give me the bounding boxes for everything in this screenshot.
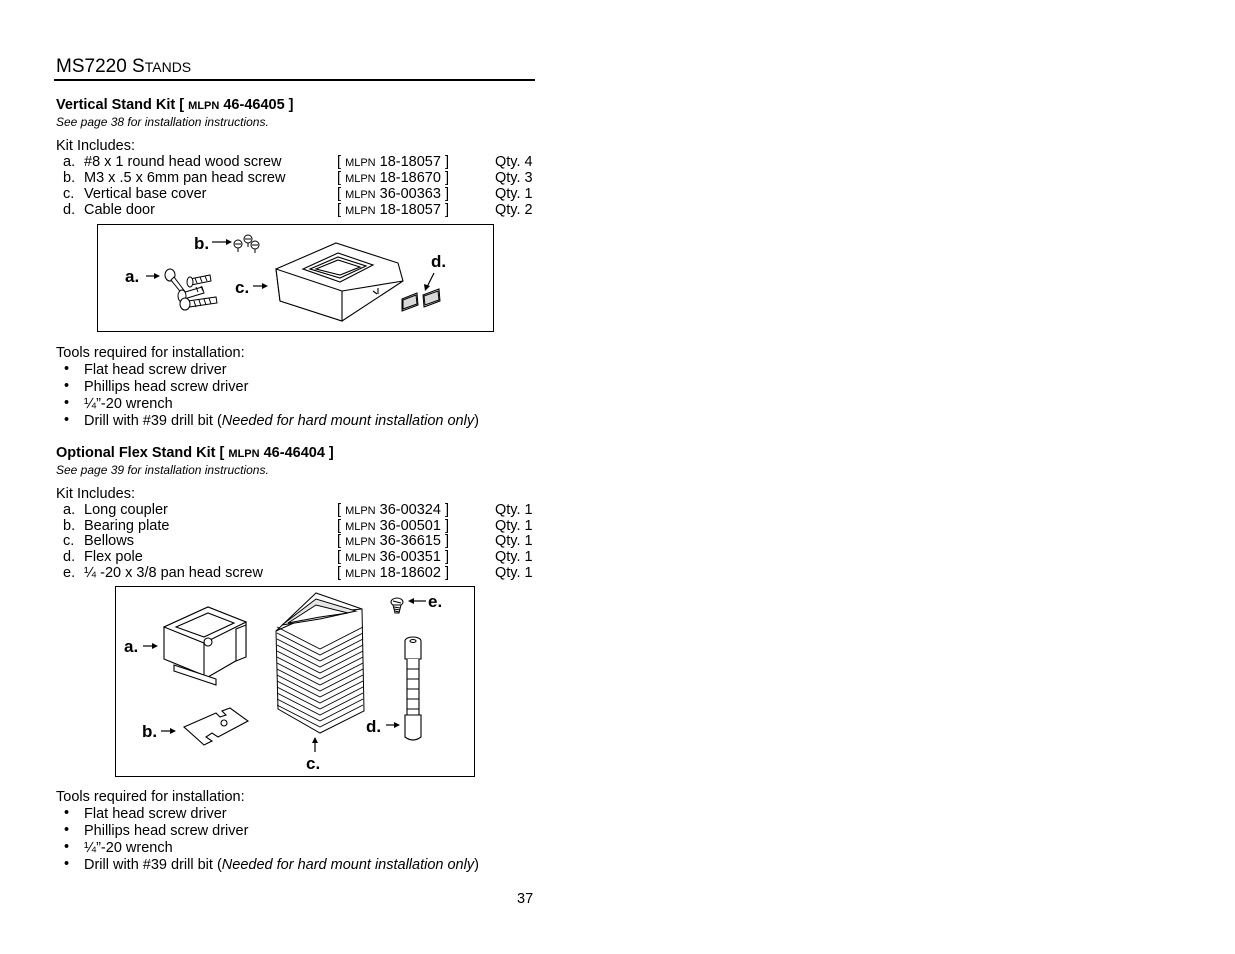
item-part-number <box>337 549 449 565</box>
tool-text-end: ) <box>474 857 479 873</box>
bullet-icon: • <box>64 412 70 428</box>
item-description: Vertical base cover <box>84 186 207 202</box>
flex-pole-icon <box>405 637 421 740</box>
pn-open: [ <box>337 565 342 581</box>
item-letter: c. <box>63 186 75 202</box>
pn-mlpn: MLPN <box>345 505 376 517</box>
pn-mlpn: MLPN <box>345 552 376 564</box>
vertical-kit-item <box>56 202 536 218</box>
item-qty: Qty. 1 <box>495 502 533 518</box>
tool-text: Phillips head screw driver <box>84 823 249 839</box>
bullet-icon: • <box>64 395 70 411</box>
pn-value: 18-18057 ] <box>379 202 449 218</box>
item-part-number <box>337 518 449 534</box>
flex-kit-item <box>56 533 536 549</box>
wood-screws-icon <box>165 269 217 310</box>
item-qty: Qty. 1 <box>495 518 533 534</box>
pn-open: [ <box>337 533 342 549</box>
title-rule <box>54 79 535 81</box>
pn-mlpn: MLPN <box>345 205 376 217</box>
vertical-kit-tools-heading: Tools required for installation: <box>56 345 245 361</box>
item-qty: Qty. 1 <box>495 186 533 202</box>
bullet-icon: • <box>64 378 70 394</box>
pn-value: 18-18057 ] <box>379 154 449 170</box>
item-description: Flex pole <box>84 549 143 565</box>
flex-kit-item <box>56 565 536 581</box>
tool-text: Flat head screw driver <box>84 806 227 822</box>
tool-text <box>84 857 479 873</box>
tool-text-start: Drill with #39 drill bit ( <box>84 857 222 873</box>
item-description: Bellows <box>84 533 134 549</box>
label-c: c. <box>306 754 321 773</box>
pn-value: 36-00501 ] <box>379 518 449 534</box>
pn-open: [ <box>337 186 342 202</box>
item-qty: Qty. 1 <box>495 533 533 549</box>
item-part-number <box>337 502 449 518</box>
flex-kit-heading-suffix: 46-46404 ] <box>263 445 334 461</box>
pn-mlpn: MLPN <box>345 157 376 169</box>
flex-kit-item <box>56 518 536 534</box>
bullet-icon: • <box>64 839 70 855</box>
label-d: d. <box>366 717 382 736</box>
vertical-kit-heading-suffix: 46-46405 ] <box>223 97 294 113</box>
item-part-number <box>337 565 449 581</box>
vertical-kit-figure <box>97 224 494 332</box>
item-part-number <box>337 202 449 218</box>
item-description: M3 x .5 x 6mm pan head screw <box>84 170 286 186</box>
item-part-number <box>337 154 449 170</box>
pn-mlpn: MLPN <box>345 568 376 580</box>
vertical-kit-includes-label: Kit Includes: <box>56 138 135 154</box>
tool-text: Flat head screw driver <box>84 362 227 378</box>
tool-text: Phillips head screw driver <box>84 379 249 395</box>
item-letter: b. <box>63 518 76 534</box>
pn-open: [ <box>337 549 342 565</box>
item-part-number <box>337 170 449 186</box>
tool-text-end: ) <box>474 413 479 429</box>
tool-text-italic: Needed for hard mount installation only <box>221 857 475 873</box>
item-part-number <box>337 186 449 202</box>
page-number: 37 <box>517 891 534 907</box>
pn-mlpn: MLPN <box>345 173 376 185</box>
item-letter: c. <box>63 533 75 549</box>
vertical-kit-item <box>56 154 536 170</box>
pn-open: [ <box>337 154 342 170</box>
pn-open: [ <box>337 518 342 534</box>
item-qty: Qty. 4 <box>495 154 533 170</box>
item-letter: d. <box>63 549 76 565</box>
flex-kit-includes-label: Kit Includes: <box>56 486 135 502</box>
flex-kit-heading-mlpn: MLPN <box>228 448 260 460</box>
flex-kit-see-page: See page 39 for installation instructions. <box>56 463 269 477</box>
pn-open: [ <box>337 502 342 518</box>
item-description: Bearing plate <box>84 518 170 534</box>
item-letter: a. <box>63 502 76 518</box>
item-letter: a. <box>63 154 76 170</box>
long-coupler-icon <box>164 607 246 685</box>
bullet-icon: • <box>64 805 70 821</box>
flex-kit-item <box>56 549 536 565</box>
pn-value: 36-00324 ] <box>379 502 449 518</box>
pn-mlpn: MLPN <box>345 536 376 548</box>
cable-door-icon <box>402 289 440 311</box>
flex-kit-illustration <box>116 587 474 776</box>
pan-head-screws-icon <box>234 235 259 253</box>
page-title-main: MS7220 S <box>56 56 145 77</box>
item-qty: Qty. 1 <box>495 549 533 565</box>
bearing-plate-icon <box>184 708 248 745</box>
vertical-kit-item <box>56 170 536 186</box>
flex-kit-figure <box>115 586 475 777</box>
pn-value: 36-36615 ] <box>379 533 449 549</box>
label-a: a. <box>125 267 140 286</box>
tool-text <box>84 413 479 429</box>
item-letter: b. <box>63 170 76 186</box>
pn-mlpn: MLPN <box>345 521 376 533</box>
pn-value: 36-00363 ] <box>379 186 449 202</box>
item-qty: Qty. 3 <box>495 170 533 186</box>
label-d: d. <box>431 252 447 271</box>
label-a: a. <box>124 637 139 656</box>
item-qty: Qty. 2 <box>495 202 533 218</box>
label-c: c. <box>235 278 250 297</box>
vertical-kit-heading-mlpn: MLPN <box>188 100 220 112</box>
label-b: b. <box>142 722 158 741</box>
flex-kit-tools-heading: Tools required for installation: <box>56 789 245 805</box>
tool-text: ¼”-20 wrench <box>84 396 173 412</box>
page-title <box>56 56 191 78</box>
pan-head-screw-icon <box>391 598 403 613</box>
item-description: Long coupler <box>84 502 168 518</box>
bullet-icon: • <box>64 856 70 872</box>
item-description: Cable door <box>84 202 155 218</box>
bullet-icon: • <box>64 822 70 838</box>
flex-kit-heading-prefix: Optional Flex Stand Kit [ <box>56 445 225 461</box>
pn-value: 18-18670 ] <box>379 170 449 186</box>
item-description: ¼ -20 x 3/8 pan head screw <box>84 565 263 581</box>
item-letter: d. <box>63 202 76 218</box>
label-e: e. <box>428 592 443 611</box>
tool-text-start: Drill with #39 drill bit ( <box>84 413 222 429</box>
pn-open: [ <box>337 170 342 186</box>
page-title-smallcaps: TANDS <box>144 59 192 75</box>
flex-kit-item <box>56 502 536 518</box>
pn-mlpn: MLPN <box>345 189 376 201</box>
item-description: #8 x 1 round head wood screw <box>84 154 282 170</box>
tool-text: ¼”-20 wrench <box>84 840 173 856</box>
flex-kit-heading <box>56 445 334 461</box>
pn-value: 36-00351 ] <box>379 549 449 565</box>
vertical-kit-item <box>56 186 536 202</box>
tool-text-italic: Needed for hard mount installation only <box>221 413 475 429</box>
item-qty: Qty. 1 <box>495 565 533 581</box>
vertical-kit-heading-prefix: Vertical Stand Kit [ <box>56 97 185 113</box>
vertical-kit-see-page: See page 38 for installation instructions. <box>56 115 269 129</box>
vertical-kit-illustration <box>98 225 493 331</box>
pn-value: 18-18602 ] <box>379 565 449 581</box>
vertical-kit-heading <box>56 97 294 113</box>
bullet-icon: • <box>64 361 70 377</box>
label-b: b. <box>194 234 210 253</box>
vertical-base-cover-icon <box>276 243 403 321</box>
pn-open: [ <box>337 202 342 218</box>
item-part-number <box>337 533 449 549</box>
item-letter: e. <box>63 565 76 581</box>
